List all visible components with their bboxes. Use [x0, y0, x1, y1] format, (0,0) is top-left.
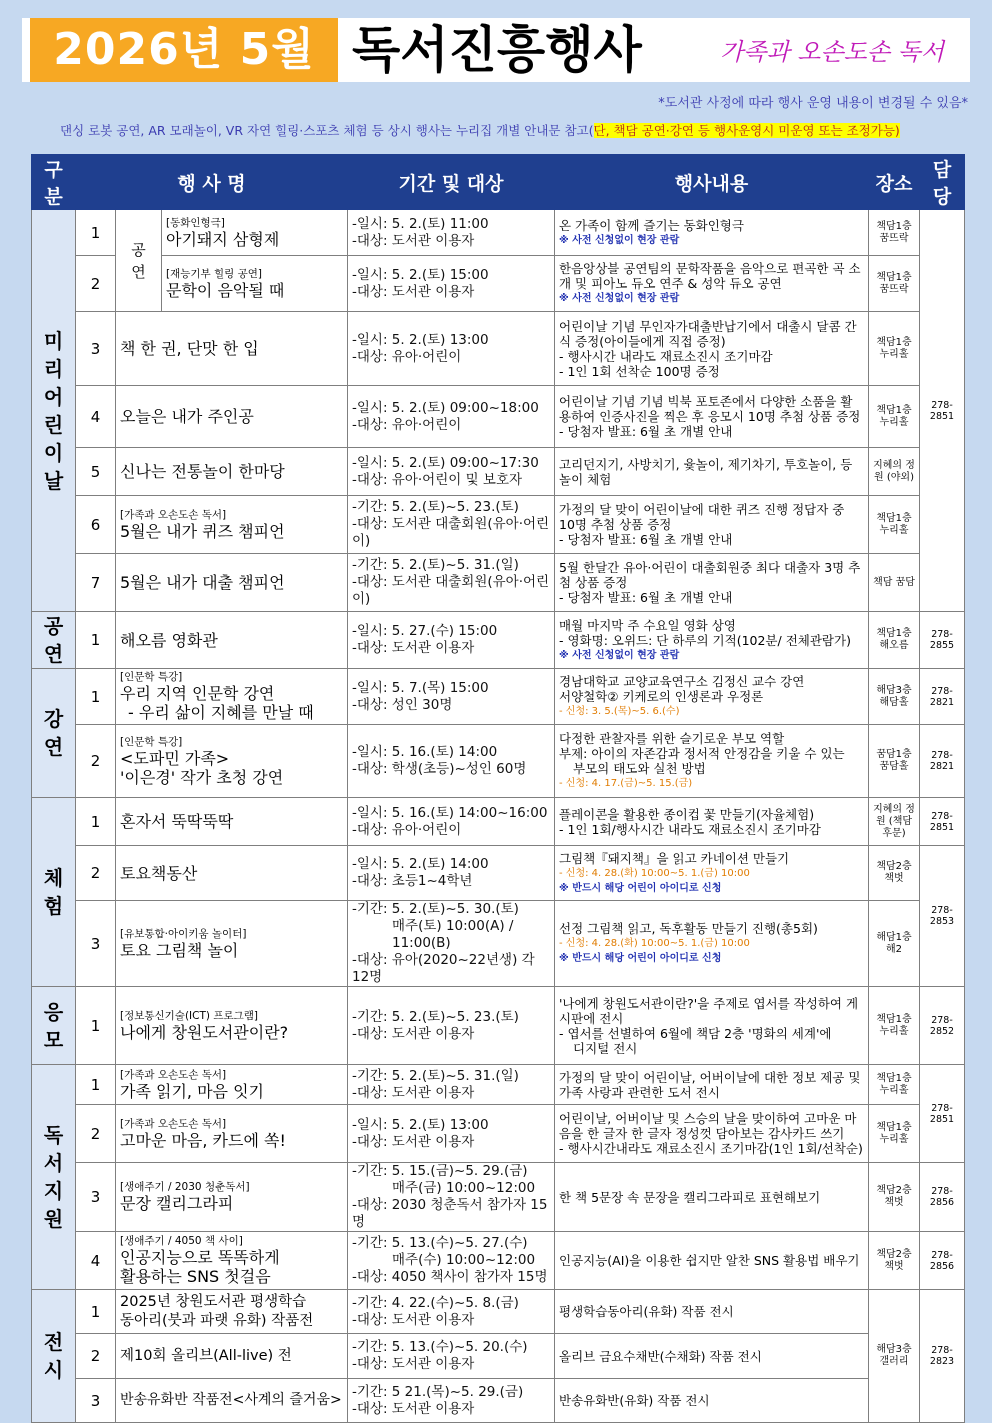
event-place: 해담1층 해2: [869, 901, 920, 987]
category-show: 공 연: [32, 612, 76, 669]
event-place: 책담2층 책벗: [869, 1163, 920, 1232]
col-contact: 담당: [920, 155, 965, 210]
table-row: [32, 846, 965, 901]
info-notice: [60, 121, 900, 139]
category-reading-support: 독 서 지 원: [32, 1065, 76, 1290]
event-place: 해담3층 갤러리: [869, 1290, 920, 1423]
event-place: 지혜의 정원 (책담후문): [869, 798, 920, 846]
change-notice: *도서관 사정에 따라 행사 운영 내용이 변경될 수 있음*: [658, 96, 968, 111]
row-num: 2: [76, 725, 116, 798]
event-content: 한음앙상블 공연팀의 문학작품을 음악으로 편곡한 곡 소개 및 피아노 듀오 연주 & 성악 듀오 공연 ※ 사전 신청없이 현장 관람: [555, 256, 869, 312]
event-period: -일시: 5. 16.(토) 14:00 -대상: 학생(초등)~성인 60명: [348, 725, 555, 798]
table-row: [32, 1232, 965, 1290]
row-num: 3: [76, 1163, 116, 1232]
event-content: 올리브 금요수채반(수채화) 작품 전시: [555, 1334, 869, 1379]
event-contact: 278-2856: [920, 1232, 965, 1290]
event-name: 신나는 전통놀이 한마당: [116, 448, 348, 496]
col-period-target: 기간 및 대상: [348, 155, 555, 210]
event-period: -기간: 5 21.(목)~5. 29.(금) -대상: 도서관 이용자: [348, 1379, 555, 1423]
schedule-table: [31, 154, 965, 1423]
event-name: 2025년 창원도서관 평생학습 동아리(붓과 파랫 유화) 작품전: [116, 1290, 348, 1334]
event-period: -기간: 5. 2.(토)~5. 30.(토) 매주(토) 10:00(A) / 11:00(B) -대상: 유아(2020~22년생) 각 12명: [348, 901, 555, 987]
event-content: 어린이날 기념 무인자가대출반납기에서 대출시 달콤 간식 증정(아이들에게 직접 증정) - 행사시간 내라도 재료소진시 조기마감 - 1인 1회 선착순 100명 증정: [555, 312, 869, 386]
event-period: -일시: 5. 16.(토) 14:00~16:00 -대상: 유아·어린이: [348, 798, 555, 846]
event-name: 제10회 올리브(All-live) 전: [116, 1334, 348, 1379]
event-content: 어린이날 기념 기념 빅북 포토존에서 다양한 소품을 활용하여 인증사진을 찍은 후 응모시 10명 추첨 상품 증정 - 당첨자 발표: 6월 초 개별 안내: [555, 386, 869, 448]
event-content: 선정 그림책 읽고, 독후활동 만들기 진행(총5회) - 신청: 4. 28.(화) 10:00~5. 1.(금) 10:00 ※ 반드시 해당 어린이 아이디로 신청: [555, 901, 869, 987]
event-period: -기간: 5. 15.(금)~5. 29.(금) 매주(금) 10:00~12:00 -대상: 2030 청춘독서 참가자 15명: [348, 1163, 555, 1232]
row-num: 1: [76, 1290, 116, 1334]
col-place: 장소: [869, 155, 920, 210]
event-name: [정보통신기술(ICT) 프로그램] 나에게 창원도서관이란?: [116, 987, 348, 1065]
event-name: 오늘은 내가 주인공: [116, 386, 348, 448]
event-contact: 278-2851: [920, 1065, 965, 1163]
event-content: 매월 마지막 주 수요일 영화 상영 - 영화명: 오위드: 단 하루의 기적(102분/ 전체관람가) ※ 사전 신청없이 현장 관람: [555, 612, 869, 669]
event-period: -일시: 5. 2.(토) 13:00 -대상: 도서관 이용자: [348, 1105, 555, 1163]
event-contact: 278-2851: [920, 210, 965, 612]
event-content: 인공지능(AI)을 이용한 쉽지만 알찬 SNS 활용법 배우기: [555, 1232, 869, 1290]
event-content: 5월 한달간 유아·어린이 대출회원중 최다 대출자 3명 추첨 상품 증정 - 당첨자 발표: 6월 초 개별 안내: [555, 554, 869, 612]
event-content: 고리던지기, 사방치기, 윷놀이, 제기차기, 투호놀이, 등 놀이 체험: [555, 448, 869, 496]
event-name: [가족과 오손도손 독서] 5월은 내가 퀴즈 챔피언: [116, 496, 348, 554]
event-period: -일시: 5. 2.(토) 14:00 -대상: 초등1~4학년: [348, 846, 555, 901]
row-num: 1: [76, 987, 116, 1065]
event-content: 다정한 관찰자를 위한 슬기로운 부모 역할 부제: 아이의 자존감과 정서적 안정감을 키울 수 있는 부모의 태도와 실천 방법 - 신청: 4. 17.(금)~5. 15.(금): [555, 725, 869, 798]
event-name: [생애주기 / 2030 청춘독서] 문장 캘리그라피: [116, 1163, 348, 1232]
row-num: 1: [76, 798, 116, 846]
event-name: [인문학 특강] 우리 지역 인문학 강연 - 우리 삶이 지혜를 만날 때: [116, 669, 348, 725]
event-name: 책 한 권, 단맛 한 입: [116, 312, 348, 386]
event-period: -일시: 5. 2.(토) 15:00 -대상: 도서관 이용자: [348, 256, 555, 312]
event-name: 반송유화반 작품전<사계의 즐거움>: [116, 1379, 348, 1423]
table-row: [32, 386, 965, 448]
event-period: -기간: 5. 13.(수)~5. 27.(수) 매주(수) 10:00~12:00 -대상: 4050 책사이 참가자 15명: [348, 1232, 555, 1290]
event-contact: 278-2851: [920, 798, 965, 846]
event-name: [생애주기 / 4050 책 사이] 인공지능으로 똑똑하게 활용하는 SNS 첫걸음: [116, 1232, 348, 1290]
row-num: 2: [76, 846, 116, 901]
table-row: [32, 1065, 965, 1105]
row-num: 1: [76, 1065, 116, 1105]
table-header-row: [32, 155, 965, 210]
table-row: [32, 798, 965, 846]
event-content: 한 책 5문장 속 문장을 캘리그라피로 표현해보기: [555, 1163, 869, 1232]
info-notice-highlight: 단, 책담 공연·강연 등 행사운영시 미운영 또는 조정가능): [593, 123, 900, 138]
event-content: 그림책『돼지책』을 읽고 카네이션 만들기 - 신청: 4. 28.(화) 10:00~5. 1.(금) 10:00 ※ 반드시 해당 어린이 아이디로 신청: [555, 846, 869, 901]
event-contact: 278-2852: [920, 987, 965, 1065]
table-row: [32, 448, 965, 496]
category-lecture: 강 연: [32, 669, 76, 798]
event-content: 평생학습동아리(유화) 작품 전시: [555, 1290, 869, 1334]
row-num: 5: [76, 448, 116, 496]
table-row: [32, 496, 965, 554]
table-row: [32, 987, 965, 1065]
table-row: [32, 1290, 965, 1334]
table-row: [32, 1105, 965, 1163]
row-num: 7: [76, 554, 116, 612]
event-name: 토요책동산: [116, 846, 348, 901]
event-period: -일시: 5. 2.(토) 13:00 -대상: 유아·어린이: [348, 312, 555, 386]
event-place: 책담1층 누리홀: [869, 386, 920, 448]
category-exhibit: 전 시: [32, 1290, 76, 1423]
row-num: 3: [76, 1379, 116, 1423]
event-name: [재능기부 힐링 공연] 문학이 음악될 때: [162, 256, 348, 312]
event-contact: 278-2856: [920, 1163, 965, 1232]
table-row: [32, 1334, 965, 1379]
table-row: [32, 669, 965, 725]
event-place: 지혜의 정원 (야외): [869, 448, 920, 496]
category-children: 미 리 어 린 이 날: [32, 210, 76, 612]
event-period: -일시: 5. 7.(목) 15:00 -대상: 성인 30명: [348, 669, 555, 725]
event-period: -기간: 5. 13.(수)~5. 20.(수) -대상: 도서관 이용자: [348, 1334, 555, 1379]
table-row: [32, 554, 965, 612]
event-name: [유보통합·아이키움 놀이터] 토요 그림책 놀이: [116, 901, 348, 987]
event-period: -기간: 5. 2.(토)~5. 23.(토) -대상: 도서관 대출회원(유아·어린이): [348, 496, 555, 554]
event-contact: 278-2823: [920, 1290, 965, 1423]
sub-category-show: 공 연: [116, 210, 162, 312]
category-experience: 체 험: [32, 798, 76, 987]
event-name: 5월은 내가 대출 챔피언: [116, 554, 348, 612]
category-contest: 응 모: [32, 987, 76, 1065]
event-name: [가족과 오손도손 독서] 고마운 마음, 카드에 쏙!: [116, 1105, 348, 1163]
table-row: [32, 725, 965, 798]
event-period: -기간: 5. 2.(토)~5. 23.(토) -대상: 도서관 이용자: [348, 987, 555, 1065]
event-place: 해담3층 해담홀: [869, 669, 920, 725]
event-content: 온 가족이 함께 즐기는 동화인형극 ※ 사전 신청없이 현장 관람: [555, 210, 869, 256]
event-place: 책담1층 누리홀: [869, 312, 920, 386]
title-bar: [22, 18, 970, 82]
event-name: 혼자서 뚝딱뚝딱: [116, 798, 348, 846]
event-place: 책담1층 해오름: [869, 612, 920, 669]
event-contact: 278-2821: [920, 725, 965, 798]
row-num: 4: [76, 386, 116, 448]
table-row: [32, 1379, 965, 1423]
event-place: 꿈담1층 꿈담홀: [869, 725, 920, 798]
row-num: 2: [76, 256, 116, 312]
row-num: 2: [76, 1105, 116, 1163]
row-num: 1: [76, 612, 116, 669]
event-contact: 278-2855: [920, 612, 965, 669]
event-period: -기간: 5. 2.(토)~5. 31.(일) -대상: 도서관 대출회원(유아·어린이): [348, 554, 555, 612]
event-place: 책담 꿈담: [869, 554, 920, 612]
event-place: 책담1층 누리홀: [869, 496, 920, 554]
title-tagline: 가족과 오손도손 독서: [720, 38, 944, 66]
title-year-month: 2026년 5월: [30, 18, 338, 82]
table-row: [32, 210, 965, 256]
event-contact: 278-2821: [920, 669, 965, 725]
table-row: [32, 1163, 965, 1232]
row-num: 2: [76, 1334, 116, 1379]
event-place: 책담1층 꿈뜨락: [869, 210, 920, 256]
row-num: 1: [76, 669, 116, 725]
col-event-name: 행 사 명: [76, 155, 348, 210]
page-title: 독서진흥행사: [352, 21, 642, 79]
table-row: [32, 901, 965, 987]
event-place: 책담2층 책벗: [869, 846, 920, 901]
event-name: [동화인형극] 아기돼지 삼형제: [162, 210, 348, 256]
col-content: 행사내용: [555, 155, 869, 210]
event-period: -일시: 5. 2.(토) 09:00~18:00 -대상: 유아·어린이: [348, 386, 555, 448]
col-category: 구분: [32, 155, 76, 210]
event-content: 반송유화반(유화) 작품 전시: [555, 1379, 869, 1423]
row-num: 3: [76, 312, 116, 386]
event-content: 어린이날, 어버이날 및 스승의 날을 맞이하여 고마운 마음을 한 글자 한 글자 정성껏 담아보는 감사카드 쓰기 - 행사시간내라도 재료소진시 조기마감(1인 1회/선착순): [555, 1105, 869, 1163]
event-place: 책담1층 누리홀: [869, 1105, 920, 1163]
table-row: [32, 312, 965, 386]
event-place: 책담2층 책벗: [869, 1232, 920, 1290]
event-content: '나에게 창원도서관이란?'을 주제로 엽서를 작성하여 게시판에 전시 - 엽서를 선별하여 6월에 책담 2층 '명화의 세계'에 디지털 전시: [555, 987, 869, 1065]
event-name: 해오름 영화관: [116, 612, 348, 669]
event-name: [가족과 오손도손 독서] 가족 읽기, 마음 잇기: [116, 1065, 348, 1105]
row-num: 1: [76, 210, 116, 256]
table-row: [32, 612, 965, 669]
event-place: 책담1층 누리홀: [869, 987, 920, 1065]
event-place: 책담1층 누리홀: [869, 1065, 920, 1105]
row-num: 6: [76, 496, 116, 554]
info-notice-text: 댄싱 로봇 공연, AR 모래놀이, VR 자연 힐링·스포츠 체험 등 상시 행사는 누리집 개별 안내문 참고(: [60, 123, 594, 138]
event-period: -일시: 5. 27.(수) 15:00 -대상: 도서관 이용자: [348, 612, 555, 669]
event-contact: 278-2853: [920, 846, 965, 987]
event-content: 경남대학교 교양교육연구소 김정신 교수 강연 서양철학② 키케로의 인생론과 우정론 - 신청: 3. 5.(목)~5. 6.(수): [555, 669, 869, 725]
event-name: [인문학 특강] <도파민 가족> '이은경' 작가 초청 강연: [116, 725, 348, 798]
event-content: 가정의 달 맞이 어린이날, 어버이날에 대한 정보 제공 및 가족 사랑과 관련한 도서 전시: [555, 1065, 869, 1105]
event-period: -일시: 5. 2.(토) 11:00 -대상: 도서관 이용자: [348, 210, 555, 256]
event-content: 플레이콘을 활용한 종이컵 꽃 만들기(자율체험) - 1인 1회/행사시간 내라도 재료소진시 조기마감: [555, 798, 869, 846]
event-period: -기간: 4. 22.(수)~5. 8.(금) -대상: 도서관 이용자: [348, 1290, 555, 1334]
row-num: 3: [76, 901, 116, 987]
event-place: 책담1층 꿈뜨락: [869, 256, 920, 312]
table-row: [32, 256, 965, 312]
row-num: 4: [76, 1232, 116, 1290]
event-content: 가정의 달 맞이 어린이날에 대한 퀴즈 진행 정답자 중 10명 추첨 상품 증정 - 당첨자 발표: 6월 초 개별 안내: [555, 496, 869, 554]
event-period: -기간: 5. 2.(토)~5. 31.(일) -대상: 도서관 이용자: [348, 1065, 555, 1105]
event-period: -일시: 5. 2.(토) 09:00~17:30 -대상: 유아·어린이 및 보호자: [348, 448, 555, 496]
